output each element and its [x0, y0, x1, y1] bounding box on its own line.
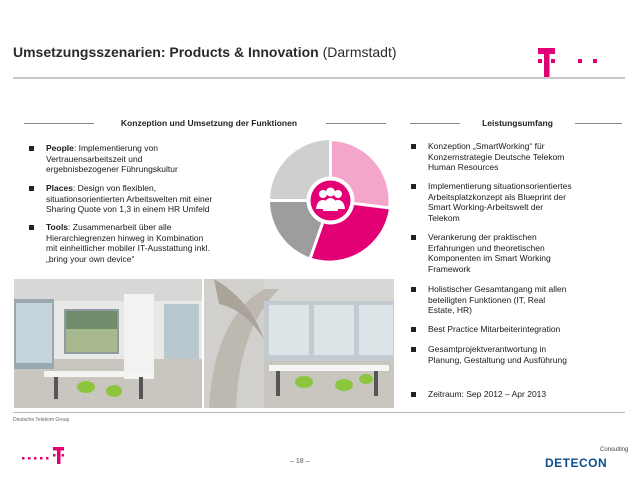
left-section-heading: Konzeption und Umsetzung der Funktionen	[120, 118, 298, 128]
scope-item-3-line-2: Erfahrungen und theoretischen	[428, 242, 545, 253]
page-title-location: (Darmstadt)	[322, 44, 397, 60]
page-number: – 18 –	[290, 458, 310, 465]
footer-divider	[13, 412, 625, 413]
scope-item-6	[411, 344, 621, 368]
bullet-places-line-1: : Design von flexiblen,	[72, 183, 157, 193]
scope-item-2	[411, 181, 621, 225]
scope-item-4-line-3: Estate, HR)	[428, 305, 472, 315]
page-title	[13, 44, 397, 60]
bullet-square-icon	[411, 327, 416, 332]
left-heading-rule-left	[24, 123, 94, 124]
bullet-people-line-2: Vertrauensarbeitszeit und	[46, 153, 143, 164]
bullet-square-icon	[411, 235, 416, 240]
scope-item-period	[411, 389, 621, 401]
scope-item-5-line-1: Best Practice Mitarbeiterintegration	[428, 324, 561, 334]
scope-item-4	[411, 284, 621, 318]
scope-item-1-line-2: Konzernstrategie Deutsche Telekom	[428, 151, 565, 162]
right-section-heading: Leistungsumfang	[482, 118, 553, 128]
bullet-square-icon	[411, 144, 416, 149]
bullet-places-line-2: situationsorientierten Arbeitswelten mit einer	[46, 193, 213, 204]
scope-item-2-line-1: Implementierung situationsorientiertes	[428, 181, 572, 191]
scope-item-4-line-1: Holistischer Gesamtangang mit allen	[428, 284, 567, 294]
right-heading-rule-left	[410, 123, 460, 124]
scope-item-2-line-2: Arbeitsplatzkonzept als Blueprint der	[428, 191, 566, 202]
scope-item-6-line-1: Gesamtprojektverantwortung in	[428, 344, 547, 354]
title-divider	[13, 77, 625, 79]
scope-item-3-line-3: Komponenten im Smart Working	[428, 253, 551, 263]
scope-item-3-line-4: Framework	[428, 263, 471, 274]
bullet-places	[29, 183, 269, 217]
scope-item-period-line-1: Zeitraum: Sep 2012 – Apr 2013	[428, 389, 547, 399]
bullet-square-icon	[29, 146, 34, 151]
scope-item-1-line-1: Konzeption „SmartWorking“ für	[428, 141, 545, 151]
bullet-square-icon	[411, 287, 416, 292]
bullet-people-key: People	[46, 143, 74, 153]
scope-item-2-line-4: Telekom	[428, 212, 460, 223]
brand-sub-label: Consulting	[600, 447, 629, 453]
telekom-dots-logo-icon	[22, 447, 80, 465]
bullet-square-icon	[411, 347, 416, 352]
scope-item-2-line-3: Smart Working-Arbeitswelt der	[428, 202, 544, 212]
bullet-square-icon	[29, 186, 34, 191]
bullet-tools-line-3: mit einheitlicher mobiler IT-Ausstattung inkl.	[46, 243, 210, 253]
bullet-people	[29, 143, 269, 177]
bullet-square-icon	[411, 184, 416, 189]
bullet-tools	[29, 222, 269, 266]
bullet-tools-line-1: : Zusammenarbeit über alle	[68, 222, 172, 232]
page-title-main: Umsetzungsszenarien: Products & Innovation	[13, 44, 319, 60]
bullet-tools-key: Tools	[46, 222, 69, 232]
scope-item-4-line-2: beteiligten Funktionen (IT, Real	[428, 294, 546, 305]
telekom-t-logo-icon	[538, 48, 604, 78]
detecon-logo: DETECON	[545, 456, 608, 470]
scope-item-5	[411, 324, 621, 336]
scope-item-1	[411, 141, 621, 175]
functions-ring-graphic	[268, 138, 393, 263]
left-heading-rule-right	[326, 123, 386, 124]
scope-item-3	[411, 232, 621, 276]
bullet-tools-line-4: „bring your own device“	[46, 253, 135, 264]
right-heading-rule-right	[575, 123, 622, 124]
scope-item-1-line-3: Human Resources	[428, 162, 499, 172]
scope-item-3-line-1: Verankerung der praktischen	[428, 232, 537, 242]
bullet-people-line-1: : Implementierung von	[73, 143, 158, 153]
office-photo	[14, 279, 395, 408]
bullet-places-line-3: Sharing Quote von 1,3 in einem HR Umfeld	[46, 204, 210, 214]
scope-item-6-line-2: Planung, Gestaltung und Ausführung	[428, 354, 567, 365]
bullet-tools-line-2: Hierarchiegrenzen hinweg in Kombination	[46, 232, 204, 243]
bullet-square-icon	[29, 225, 34, 230]
bullet-square-icon	[411, 392, 416, 397]
bullet-places-key: Places	[46, 183, 73, 193]
footer-small-text: Deutsche Telekom Group	[13, 417, 70, 423]
bullet-people-line-3: ergebnisbezogener Führungskultur	[46, 164, 178, 174]
